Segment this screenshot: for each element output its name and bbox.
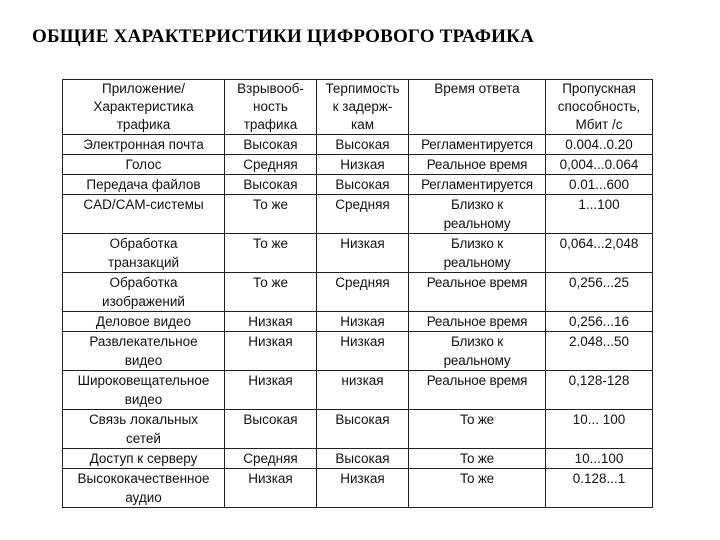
cell-delay-tolerance: Низкая <box>317 469 409 508</box>
cell-application-line: Высококачественное <box>77 471 210 486</box>
cell-delay-tolerance: низкая <box>317 371 409 410</box>
cell-burstiness: Низкая <box>225 371 317 410</box>
cell-bandwidth: 0,128-128 <box>546 371 653 410</box>
cell-burstiness: Средняя <box>225 449 317 469</box>
cell-response-time-line: Регламентируется <box>421 177 533 192</box>
cell-bandwidth: 0.01...600 <box>546 175 653 195</box>
cell-application-line: Доступ к серверу <box>89 451 198 466</box>
cell-delay-tolerance: Средняя <box>317 273 409 312</box>
cell-bandwidth: 0,064...2,048 <box>546 234 653 273</box>
cell-application-line: Развлекательное <box>89 334 198 349</box>
cell-response-time <box>409 273 546 312</box>
cell-response-time-line: Близко к <box>451 334 503 349</box>
cell-response-time <box>409 234 546 273</box>
cell-response-time-line: реальному <box>443 255 511 270</box>
cell-application-line: видео <box>124 392 163 407</box>
cell-response-time-line: Реальное время <box>426 373 528 388</box>
cell-response-time <box>409 312 546 332</box>
cell-delay-tolerance: Низкая <box>317 234 409 273</box>
cell-bandwidth: 0,004...0.064 <box>546 155 653 175</box>
cell-burstiness: То же <box>225 273 317 312</box>
table-row <box>63 175 653 195</box>
table-body <box>63 135 653 508</box>
cell-response-time <box>409 410 546 449</box>
cell-application-line: CAD/CAM-системы <box>83 197 204 212</box>
cell-burstiness: Высокая <box>225 135 317 155</box>
header-row <box>63 80 653 135</box>
cell-response-time <box>409 155 546 175</box>
cell-response-time-line: Реальное время <box>426 275 528 290</box>
table-header <box>63 80 653 135</box>
header-application <box>63 80 225 135</box>
cell-application <box>63 234 225 273</box>
cell-application <box>63 371 225 410</box>
cell-application-line: Деловое видео <box>95 314 192 329</box>
cell-response-time <box>409 449 546 469</box>
cell-response-time-line: Регламентируется <box>421 137 533 152</box>
cell-bandwidth: 1...100 <box>546 195 653 234</box>
cell-response-time-line: Реальное время <box>426 157 528 172</box>
table-row <box>63 135 653 155</box>
cell-burstiness: Средняя <box>225 155 317 175</box>
cell-bandwidth: 0.128...1 <box>546 469 653 508</box>
cell-application-line: Электронная почта <box>83 137 204 152</box>
cell-application-line: Обработка <box>109 236 178 251</box>
cell-response-time <box>409 195 546 234</box>
cell-bandwidth: 10... 100 <box>546 410 653 449</box>
cell-response-time-line: То же <box>460 471 494 486</box>
traffic-table <box>62 79 653 508</box>
cell-response-time <box>409 135 546 155</box>
table-row <box>63 332 653 371</box>
cell-burstiness: То же <box>225 195 317 234</box>
header-bandwidth-line: Мбит /с <box>575 117 623 132</box>
header-response-time <box>409 80 546 135</box>
cell-application-line: Широковещательное <box>77 373 210 388</box>
cell-application <box>63 273 225 312</box>
cell-response-time <box>409 371 546 410</box>
header-bandwidth <box>546 80 653 135</box>
header-application-line: трафика <box>116 117 171 132</box>
cell-bandwidth: 0,256...16 <box>546 312 653 332</box>
cell-application-line: видео <box>124 353 163 368</box>
cell-application-line: транзакций <box>107 255 180 270</box>
cell-application-line: Голос <box>125 157 162 172</box>
cell-burstiness: Низкая <box>225 312 317 332</box>
cell-burstiness: То же <box>225 234 317 273</box>
cell-application <box>63 410 225 449</box>
cell-response-time-line: Реальное время <box>426 314 528 329</box>
cell-application <box>63 332 225 371</box>
table-row <box>63 155 653 175</box>
cell-delay-tolerance: Высокая <box>317 175 409 195</box>
cell-burstiness: Высокая <box>225 410 317 449</box>
cell-response-time-line: Близко к <box>451 197 503 212</box>
cell-application-line: Обработка <box>109 275 178 290</box>
cell-response-time-line: реальному <box>443 216 511 231</box>
header-burstiness <box>225 80 317 135</box>
table-row <box>63 312 653 332</box>
table-row <box>63 410 653 449</box>
header-delay-tolerance <box>317 80 409 135</box>
cell-response-time <box>409 332 546 371</box>
table-row <box>63 449 653 469</box>
header-application-line: Приложение/ <box>102 81 185 96</box>
cell-burstiness: Низкая <box>225 332 317 371</box>
table-row <box>63 469 653 508</box>
cell-application <box>63 469 225 508</box>
header-delay-tolerance-line: кам <box>351 117 374 132</box>
cell-application-line: изображений <box>102 294 185 309</box>
cell-response-time <box>409 469 546 508</box>
cell-application <box>63 449 225 469</box>
cell-response-time-line: реальному <box>443 353 511 368</box>
cell-delay-tolerance: Низкая <box>317 312 409 332</box>
cell-delay-tolerance: Низкая <box>317 155 409 175</box>
header-burstiness-line: ность <box>253 99 288 114</box>
cell-burstiness: Высокая <box>225 175 317 195</box>
header-burstiness-line: трафика <box>243 117 298 132</box>
cell-delay-tolerance: Высокая <box>317 135 409 155</box>
cell-response-time <box>409 175 546 195</box>
cell-application-line: Связь локальных <box>88 412 199 427</box>
cell-delay-tolerance: Высокая <box>317 410 409 449</box>
page-title: ОБЩИЕ ХАРАКТЕРИСТИКИ ЦИФРОВОГО ТРАФИКА <box>32 26 535 47</box>
cell-delay-tolerance: Высокая <box>317 449 409 469</box>
cell-application-line: сетей <box>126 431 161 446</box>
cell-application <box>63 155 225 175</box>
cell-response-time-line: То же <box>460 412 494 427</box>
header-bandwidth-line: Пропускная <box>562 81 636 96</box>
header-delay-tolerance-line: Терпимость <box>325 81 400 96</box>
cell-application <box>63 175 225 195</box>
cell-response-time-line: Близко к <box>451 236 503 251</box>
cell-bandwidth: 10...100 <box>546 449 653 469</box>
header-delay-tolerance-line: к задерж- <box>332 99 393 114</box>
header-bandwidth-line: способность, <box>557 99 641 114</box>
cell-application-line: аудио <box>125 490 162 505</box>
table-row <box>63 273 653 312</box>
cell-application-line: Передача файлов <box>86 177 201 192</box>
cell-bandwidth: 2.048...50 <box>546 332 653 371</box>
table-row <box>63 371 653 410</box>
cell-bandwidth: 0.004..0.20 <box>546 135 653 155</box>
cell-bandwidth: 0,256...25 <box>546 273 653 312</box>
header-application-line: Характеристика <box>93 99 194 114</box>
cell-delay-tolerance: Низкая <box>317 332 409 371</box>
cell-response-time-line: То же <box>460 451 494 466</box>
cell-application <box>63 312 225 332</box>
cell-application <box>63 135 225 155</box>
cell-burstiness: Низкая <box>225 469 317 508</box>
table-row <box>63 195 653 234</box>
header-response-time-line: Время ответа <box>434 81 520 96</box>
cell-delay-tolerance: Средняя <box>317 195 409 234</box>
table-row <box>63 234 653 273</box>
cell-application <box>63 195 225 234</box>
header-burstiness-line: Взрывооб- <box>237 81 304 96</box>
